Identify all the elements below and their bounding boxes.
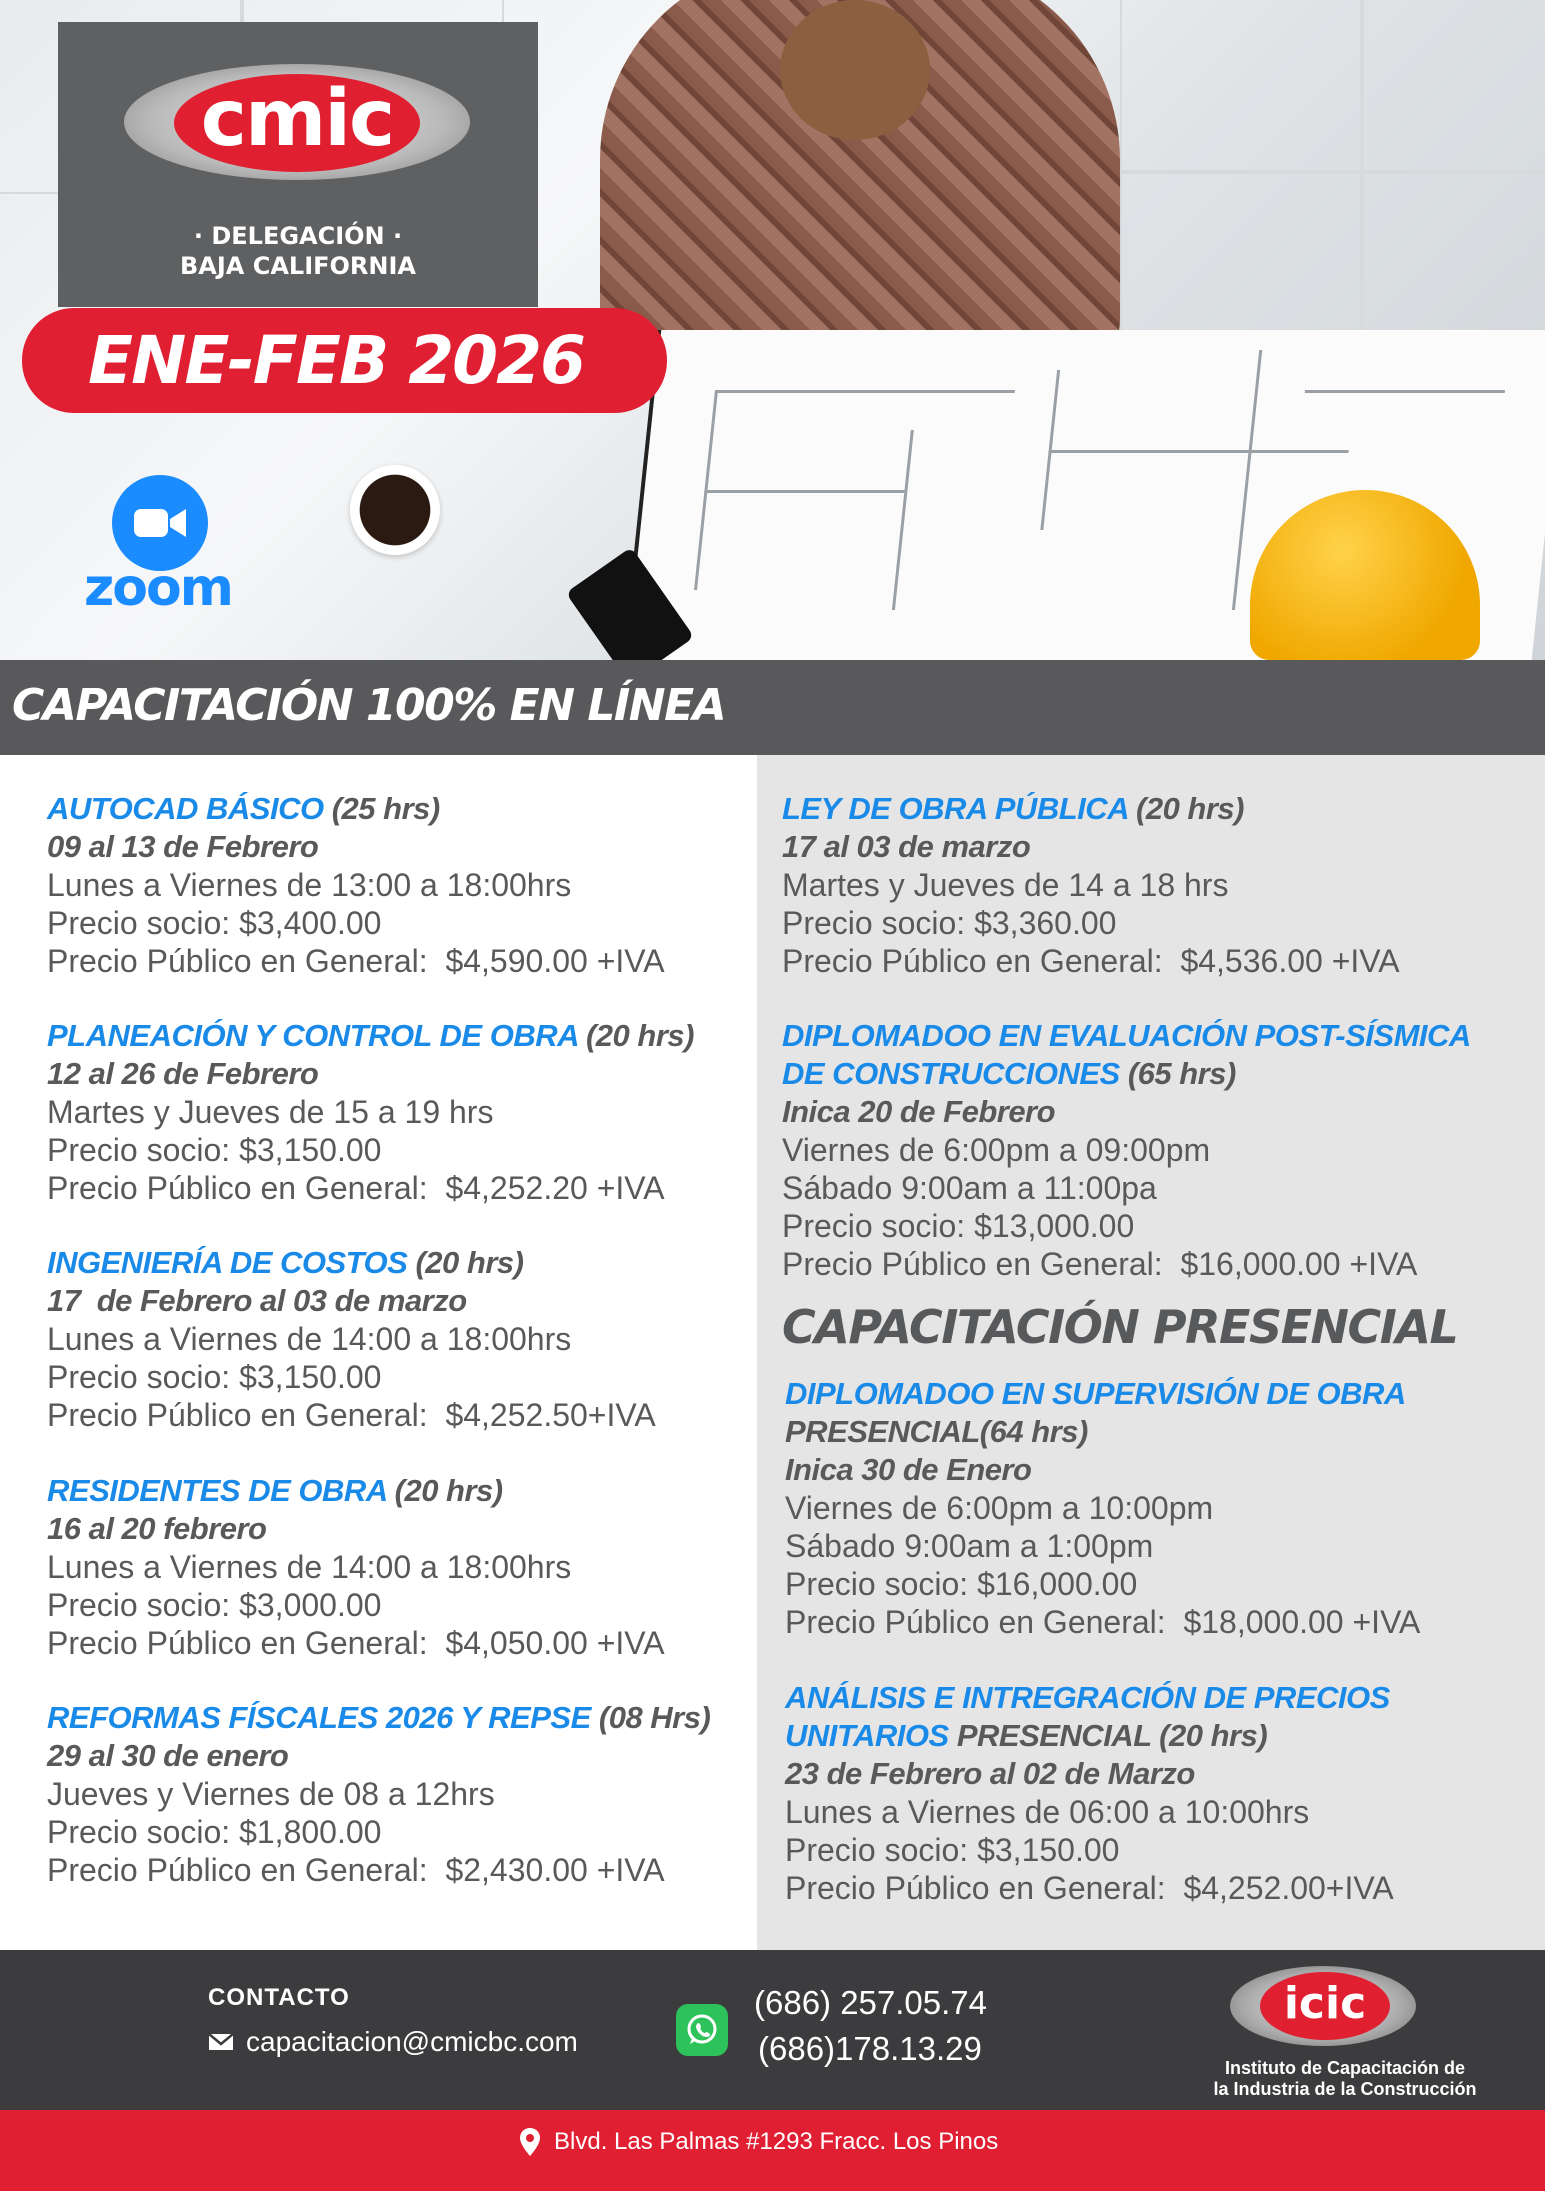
course-post-sismica: DIPLOMADOO EN EVALUACIÓN POST-SÍSMICA DE CONSTRUCCIONES (65 hrs) Inica 20 de Febrero Viernes de 6:00pm a 09:00pm Sábado 9:00am a 11:00pa Precio socio: $13,000.00 Precio Público en General: $16,000.00 +IVA [782, 1018, 1471, 1282]
course-reformas: REFORMAS FÍSCALES 2026 Y REPSE (08 Hrs) 29 al 30 de enero Jueves y Viernes de 08 a 12hrs Precio socio: $1,800.00 Precio Público en General: $2,430.00 +IVA [47, 1700, 711, 1888]
address: Blvd. Las Palmas #1293 Fracc. Los Pinos [520, 2128, 998, 2156]
icic-institute-name: Instituto de Capacitación de la Industria de la Construcción [1213, 2058, 1477, 2099]
course-supervision-obra: DIPLOMADOO EN SUPERVISIÓN DE OBRA PRESENCIAL(64 hrs) Inica 30 de Enero Viernes de 6:00pm a 10:00pm Sábado 9:00am a 1:00pm Precio socio: $16,000.00 Precio Público en General: $18,000.00 +IVA [785, 1376, 1421, 1640]
course-planeacion: PLANEACIÓN Y CONTROL DE OBRA (20 hrs) 12 al 26 de Febrero Martes y Jueves de 15 a 19 hrs Precio socio: $3,150.00 Precio Público en General: $4,252.20 +IVA [47, 1018, 694, 1206]
whatsapp-icon[interactable] [676, 2004, 728, 2056]
mail-icon [208, 2032, 234, 2052]
course-autocad: AUTOCAD BÁSICO (25 hrs) 09 al 13 de Febrero Lunes a Viernes de 13:00 a 18:00hrs Precio socio: $3,400.00 Precio Público en General: $4,590.00 +IVA [47, 791, 665, 979]
online-heading-band [0, 660, 1545, 755]
cmic-logo: cmic [174, 74, 420, 172]
phone-number-1[interactable]: (686) 257.05.74 [754, 1984, 988, 2021]
course-analisis-precios: ANÁLISIS E INTREGRACIÓN DE PRECIOS UNITARIOS PRESENCIAL (20 hrs) 23 de Febrero al 02 de Marzo Lunes a Viernes de 06:00 a 10:00hrs Precio socio: $3,150.00 Precio Público en General: $4,252.00+IVA [785, 1680, 1394, 1906]
presencial-heading: CAPACITACIÓN PRESENCIAL [782, 1300, 1458, 1354]
course-costos: INGENIERÍA DE COSTOS (20 hrs) 17 de Febrero al 03 de marzo Lunes a Viernes de 14:00 a 18:00hrs Precio socio: $3,150.00 Precio Público en General: $4,252.50+IVA [47, 1245, 656, 1433]
zoom-camera-icon [112, 475, 208, 571]
person-head [780, 0, 930, 140]
delegation-line1: · DELEGACIÓN · [193, 222, 403, 250]
cmic-logo-box [58, 22, 538, 307]
period-badge: ENE-FEB 2026 [22, 308, 667, 413]
course-ley-obra-publica: LEY DE OBRA PÚBLICA (20 hrs) 17 al 03 de marzo Martes y Jueves de 14 a 18 hrs Precio socio: $3,360.00 Precio Público en General: $4,536.00 +IVA [782, 791, 1400, 979]
coffee-cup [350, 465, 440, 555]
icic-logo: icic [1260, 1972, 1390, 2040]
phone-number-2[interactable]: (686)178.13.29 [758, 2030, 982, 2067]
email-text[interactable]: capacitacion@cmicbc.com [246, 2026, 578, 2057]
course-residentes: RESIDENTES DE OBRA (20 hrs) 16 al 20 febrero Lunes a Viernes de 14:00 a 18:00hrs Precio socio: $3,000.00 Precio Público en General: $4,050.00 +IVA [47, 1473, 665, 1661]
contact-heading: CONTACTO [208, 1984, 350, 2011]
online-heading: CAPACITACIÓN 100% EN LÍNEA [12, 680, 726, 731]
zoom-logo-text: zoom [84, 558, 232, 618]
delegation-line2: BAJA CALIFORNIA [179, 252, 416, 280]
email-contact[interactable] [208, 2026, 578, 2058]
location-pin-icon [520, 2128, 540, 2156]
